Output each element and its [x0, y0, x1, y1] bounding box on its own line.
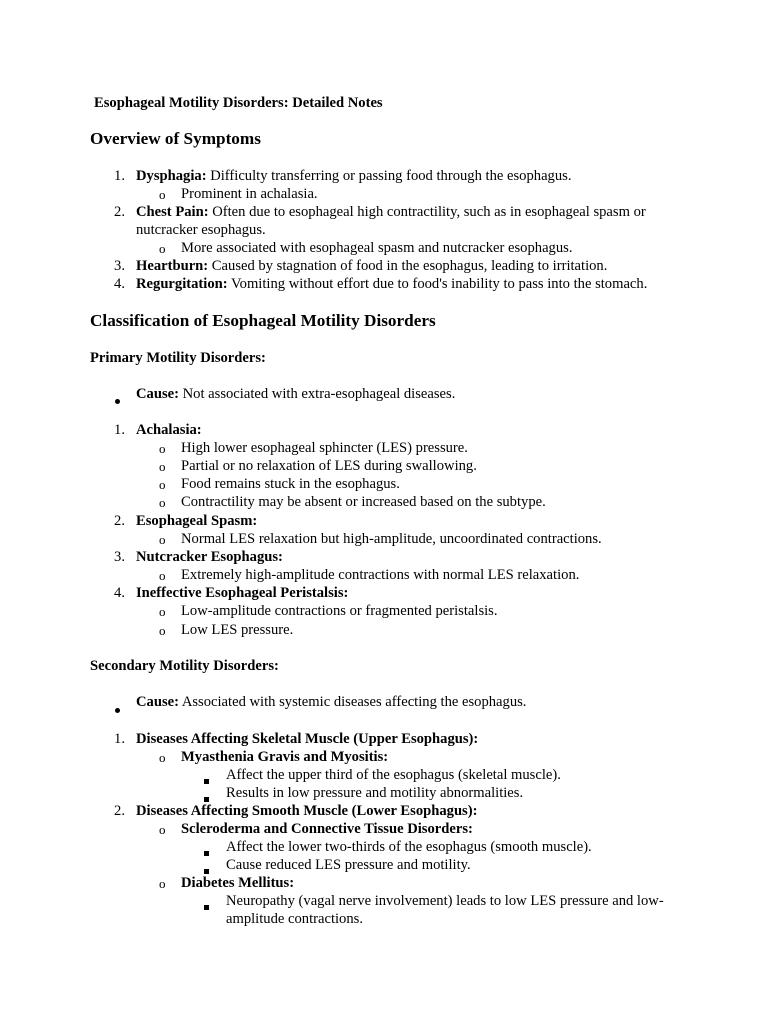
item-text: Often due to esophageal high contractility, such as in esophageal spasm or	[208, 204, 646, 220]
cause-text: Not associated with extra-esophageal diseases.	[178, 386, 456, 402]
list-item	[136, 730, 478, 748]
sub-bullet-marker: o	[159, 568, 166, 583]
list-item	[136, 167, 571, 185]
sub-bullet-marker: o	[159, 750, 166, 765]
list-item	[136, 548, 283, 566]
list-item	[136, 584, 348, 602]
sub-item	[181, 874, 294, 892]
sub-item: Food remains stuck in the esophagus.	[181, 476, 400, 492]
sub-bullet-marker: o	[159, 604, 166, 619]
sub-bullet-marker: o	[159, 187, 166, 202]
sub-sub-item: Affect the lower two-thirds of the esophagus (smooth muscle).	[226, 839, 592, 855]
list-number: 3.	[114, 258, 125, 274]
square-bullet-icon	[204, 897, 209, 915]
item-label: Diseases Affecting Smooth Muscle (Lower Esophagus):	[136, 803, 478, 819]
sub-sub-item: Neuropathy (vagal nerve involvement) leads to low LES pressure and low-	[226, 893, 664, 909]
sub-bullet-marker: o	[159, 459, 166, 474]
sub-sub-item-continued: amplitude contractions.	[226, 911, 363, 927]
item-text: Vomiting without effort due to food's inability to pass into the stomach.	[227, 276, 648, 292]
list-item	[136, 421, 202, 439]
sub-bullet-marker: o	[159, 477, 166, 492]
item-text: Caused by stagnation of food in the esophagus, leading to irritation.	[208, 258, 608, 274]
sub-item: More associated with esophageal spasm and nutcracker esophagus.	[181, 240, 573, 256]
cause-line	[136, 693, 526, 711]
list-number: 2.	[114, 803, 125, 819]
sub-item: Prominent in achalasia.	[181, 186, 318, 202]
sub-sub-item: Results in low pressure and motility abnormalities.	[226, 785, 524, 801]
sub-bullet-marker: o	[159, 876, 166, 891]
item-label: Heartburn:	[136, 258, 209, 274]
list-number: 1.	[114, 731, 125, 747]
sub-item: Partial or no relaxation of LES during swallowing.	[181, 458, 477, 474]
sub-sub-item: Cause reduced LES pressure and motility.	[226, 857, 471, 873]
list-number: 4.	[114, 276, 125, 292]
sub-item: Low LES pressure.	[181, 622, 294, 638]
item-label: Esophageal Spasm:	[136, 513, 258, 529]
sub-bullet-marker: o	[159, 241, 166, 256]
overview-heading: Overview of Symptoms	[90, 129, 261, 148]
item-label: Chest Pain:	[136, 204, 209, 220]
item-label: Diseases Affecting Skeletal Muscle (Upper Esophagus):	[136, 731, 479, 747]
sub-item: High lower esophageal sphincter (LES) pressure.	[181, 440, 468, 456]
item-text: Difficulty transferring or passing food through the esophagus.	[206, 168, 572, 184]
document-title: Esophageal Motility Disorders: Detailed Notes	[94, 95, 383, 111]
item-label: Regurgitation:	[136, 276, 228, 292]
list-number: 2.	[114, 204, 125, 220]
list-number: 2.	[114, 513, 125, 529]
sub-item	[181, 820, 473, 838]
square-bullet-icon	[204, 843, 209, 861]
list-item	[136, 203, 646, 221]
list-item	[136, 802, 477, 820]
sub-item: Normal LES relaxation but high-amplitude, uncoordinated contractions.	[181, 531, 602, 547]
primary-heading: Primary Motility Disorders:	[90, 350, 266, 366]
list-item	[136, 257, 607, 275]
item-label: Achalasia:	[136, 422, 202, 438]
list-number: 1.	[114, 422, 125, 438]
sub-item-label: Scleroderma and Connective Tissue Disorders:	[181, 821, 473, 837]
sub-item-label: Myasthenia Gravis and Myositis:	[181, 749, 389, 765]
list-item-continued: nutcracker esophagus.	[136, 222, 266, 238]
sub-bullet-marker: o	[159, 623, 166, 638]
sub-bullet-marker: o	[159, 441, 166, 456]
cause-line	[136, 385, 455, 403]
sub-item: Low-amplitude contractions or fragmented peristalsis.	[181, 603, 498, 619]
sub-sub-item: Affect the upper third of the esophagus (skeletal muscle).	[226, 767, 561, 783]
sub-item: Extremely high-amplitude contractions with normal LES relaxation.	[181, 567, 580, 583]
bullet-icon	[115, 391, 120, 409]
list-number: 3.	[114, 549, 125, 565]
cause-label: Cause:	[136, 386, 179, 402]
sub-item: Contractility may be absent or increased based on the subtype.	[181, 494, 546, 510]
sub-item	[181, 748, 388, 766]
square-bullet-icon	[204, 771, 209, 789]
item-label: Nutcracker Esophagus:	[136, 549, 283, 565]
list-item	[136, 275, 647, 293]
sub-bullet-marker: o	[159, 532, 166, 547]
item-label: Ineffective Esophageal Peristalsis:	[136, 585, 349, 601]
item-label: Dysphagia:	[136, 168, 207, 184]
list-number: 1.	[114, 168, 125, 184]
sub-bullet-marker: o	[159, 495, 166, 510]
classification-heading: Classification of Esophageal Motility Disorders	[90, 311, 436, 330]
sub-bullet-marker: o	[159, 822, 166, 837]
cause-label: Cause:	[136, 694, 179, 710]
secondary-heading: Secondary Motility Disorders:	[90, 658, 279, 674]
list-number: 4.	[114, 585, 125, 601]
cause-text: Associated with systemic diseases affecting the esophagus.	[178, 694, 527, 710]
sub-item-label: Diabetes Mellitus:	[181, 875, 295, 891]
list-item	[136, 512, 257, 530]
bullet-icon	[115, 700, 120, 718]
